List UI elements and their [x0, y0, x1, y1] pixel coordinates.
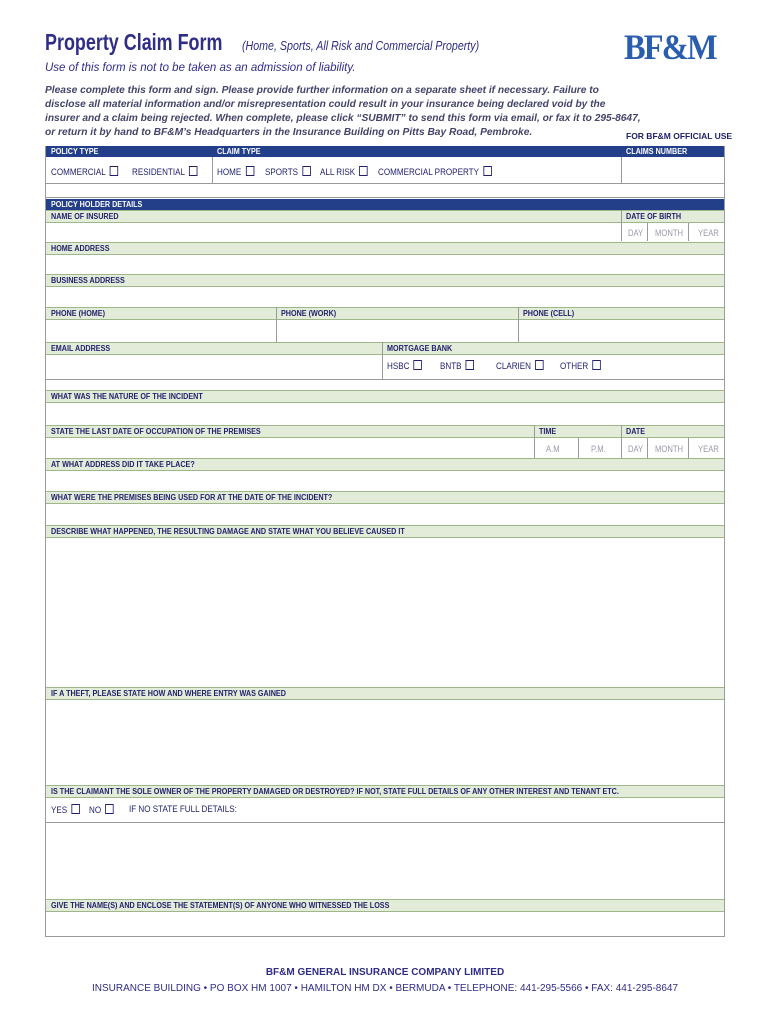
divider [621, 210, 622, 241]
phone-cell-label: PHONE (CELL) [523, 309, 575, 318]
describe-textarea[interactable] [46, 538, 724, 686]
checkbox-yes[interactable] [51, 804, 80, 816]
divider [46, 379, 724, 380]
email-bar [46, 342, 724, 355]
dob-label: DATE OF BIRTH [626, 212, 682, 221]
divider [621, 425, 622, 458]
divider [688, 223, 689, 241]
footer-address: INSURANCE BUILDING • PO BOX HM 1007 • HAMILTON HM DX • BERMUDA • TELEPHONE: 441-295-5566 • FAX: 441-295-8647 [91, 983, 679, 994]
premises-use-input[interactable] [46, 504, 724, 524]
checkbox-icon[interactable] [359, 166, 368, 176]
checkbox-icon[interactable] [414, 360, 423, 370]
phone-bar [46, 307, 724, 320]
nature-label: WHAT WAS THE NATURE OF THE INCIDENT [51, 392, 203, 401]
checkbox-label: OTHER [560, 361, 589, 372]
checkbox-hsbc[interactable] [387, 360, 422, 372]
phone-cell-input[interactable] [519, 320, 724, 341]
home-address-input[interactable] [46, 255, 724, 275]
checkbox-residential[interactable] [132, 166, 198, 178]
company-logo: BF&M [624, 27, 716, 67]
footer-company: BF&M GENERAL INSURANCE COMPANY LIMITED [265, 967, 505, 978]
incident-address-input[interactable] [46, 471, 724, 491]
checkbox-icon[interactable] [71, 804, 80, 814]
policy-header-bar [46, 146, 724, 157]
divider [212, 157, 213, 184]
theft-textarea[interactable] [46, 700, 724, 784]
business-address-label: BUSINESS ADDRESS [51, 276, 125, 285]
no-details-label: IF NO STATE FULL DETAILS: [129, 804, 237, 815]
checkbox-all-risk[interactable] [320, 166, 368, 178]
instructions-line: Please complete this form and sign. Please provide further information on a separate sheet if necessary. Failure to [45, 85, 599, 96]
time-am-hint[interactable]: A.M [546, 444, 560, 454]
incident-address-label: AT WHAT ADDRESS DID IT TAKE PLACE? [51, 460, 195, 469]
witness-label: GIVE THE NAME(S) AND ENCLOSE THE STATEMENT(S) OF ANYONE WHO WITNESSED THE LOSS [51, 901, 390, 910]
checkbox-icon[interactable] [105, 804, 114, 814]
date-label: DATE [626, 427, 646, 436]
checkbox-other[interactable] [560, 360, 601, 372]
phone-home-label: PHONE (HOME) [51, 309, 105, 318]
checkbox-label: RESIDENTIAL [132, 167, 185, 178]
name-input[interactable] [46, 223, 621, 241]
describe-label: DESCRIBE WHAT HAPPENED, THE RESULTING DAMAGE AND STATE WHAT YOU BELIEVE CAUSED IT [51, 527, 405, 536]
checkbox-label: HSBC [387, 361, 410, 372]
date-month-hint[interactable]: MONTH [655, 444, 684, 454]
divider [647, 223, 648, 241]
divider [688, 438, 689, 458]
name-header-bar [46, 210, 724, 223]
date-day-hint[interactable]: DAY [628, 444, 644, 454]
checkbox-label: YES [51, 805, 68, 816]
divider [578, 438, 579, 458]
home-address-label: HOME ADDRESS [51, 244, 110, 253]
dob-day-hint[interactable]: DAY [628, 228, 644, 238]
date-year-hint[interactable]: YEAR [698, 444, 719, 454]
divider [621, 157, 622, 184]
checkbox-sports[interactable] [265, 166, 311, 178]
page-title: Property Claim Form [45, 29, 223, 55]
page-subtitle: (Home, Sports, All Risk and Commercial Property) [242, 38, 480, 53]
divider [46, 197, 724, 198]
time-label: TIME [539, 427, 557, 436]
phone-work-input[interactable] [277, 320, 518, 341]
instructions-line: insurer and a claim being rejected. When complete, please click “SUBMIT” to send this form via email, or fax it to 295-8647, [45, 113, 641, 124]
instructions-line: disclose all material information and/or misrepresentation could result in your insurance being declared void by the [45, 99, 606, 110]
checkbox-icon[interactable] [245, 166, 254, 176]
home-address-bar [46, 242, 724, 255]
claim-form [45, 146, 725, 937]
official-use-label: FOR BF&M OFFICIAL USE [626, 131, 733, 141]
divider [46, 936, 724, 937]
checkbox-label: BNTB [440, 361, 462, 372]
checkbox-icon[interactable] [189, 166, 198, 176]
checkbox-label: SPORTS [265, 167, 299, 178]
premises-use-label: WHAT WERE THE PREMISES BEING USED FOR AT THE DATE OF THE INCIDENT? [51, 493, 333, 502]
checkbox-clarien[interactable] [496, 360, 544, 372]
checkbox-icon[interactable] [466, 360, 475, 370]
email-label: EMAIL ADDRESS [51, 344, 111, 353]
checkbox-icon[interactable] [593, 360, 602, 370]
business-address-input[interactable] [46, 287, 724, 307]
checkbox-commercial-property[interactable] [378, 166, 492, 178]
checkbox-home[interactable] [217, 166, 254, 178]
dob-year-hint[interactable]: YEAR [698, 228, 719, 238]
witness-input[interactable] [46, 912, 724, 936]
checkbox-bntb[interactable] [440, 360, 474, 372]
nature-input[interactable] [46, 403, 724, 425]
phone-work-label: PHONE (WORK) [281, 309, 337, 318]
instructions-text [45, 84, 655, 140]
checkbox-icon[interactable] [302, 166, 311, 176]
time-pm-hint[interactable]: P.M. [591, 444, 606, 454]
phone-home-input[interactable] [46, 320, 276, 341]
checkbox-no[interactable] [89, 804, 114, 816]
holder-section-label: POLICY HOLDER DETAILS [51, 200, 143, 209]
divider [647, 438, 648, 458]
instructions-line: or return it by hand to BF&M’s Headquarters in the Insurance Building on Pitts Bay Road, Pembroke. [45, 127, 533, 138]
checkbox-icon[interactable] [110, 166, 119, 176]
checkbox-label: COMMERCIAL [51, 167, 106, 178]
claims-number-label: CLAIMS NUMBER [626, 147, 688, 156]
email-input[interactable] [46, 355, 382, 379]
checkbox-icon[interactable] [535, 360, 544, 370]
holder-header-bar [46, 199, 724, 210]
checkbox-label: NO [89, 805, 102, 816]
divider [382, 342, 383, 380]
checkbox-label: HOME [217, 167, 242, 178]
name-label: NAME OF INSURED [51, 212, 119, 221]
disclaimer-text: Use of this form is not to be taken as an admission of liability. [45, 62, 356, 74]
owner-details-textarea[interactable] [46, 823, 724, 898]
divider [534, 425, 535, 458]
policy-type-label: POLICY TYPE [51, 147, 99, 156]
theft-label: IF A THEFT, PLEASE STATE HOW AND WHERE ENTRY WAS GAINED [51, 689, 286, 698]
checkbox-label: CLARIEN [496, 361, 532, 372]
owner-label: IS THE CLAIMANT THE SOLE OWNER OF THE PROPERTY DAMAGED OR DESTROYED? IF NOT, STATE FULL DETAILS OF ANY OTHER INTEREST AND TENANT ETC. [51, 787, 619, 796]
checkbox-label: COMMERCIAL PROPERTY [378, 167, 479, 178]
dob-month-hint[interactable]: MONTH [655, 228, 684, 238]
mortgage-label: MORTGAGE BANK [387, 344, 453, 353]
checkbox-label: ALL RISK [320, 167, 356, 178]
business-address-bar [46, 274, 724, 287]
checkbox-commercial[interactable] [51, 166, 118, 178]
divider [46, 183, 724, 184]
last-occupation-input[interactable] [46, 438, 534, 457]
last-occupation-label: STATE THE LAST DATE OF OCCUPATION OF THE PREMISES [51, 427, 261, 436]
claim-type-label: CLAIM TYPE [217, 147, 261, 156]
checkbox-icon[interactable] [483, 166, 492, 176]
